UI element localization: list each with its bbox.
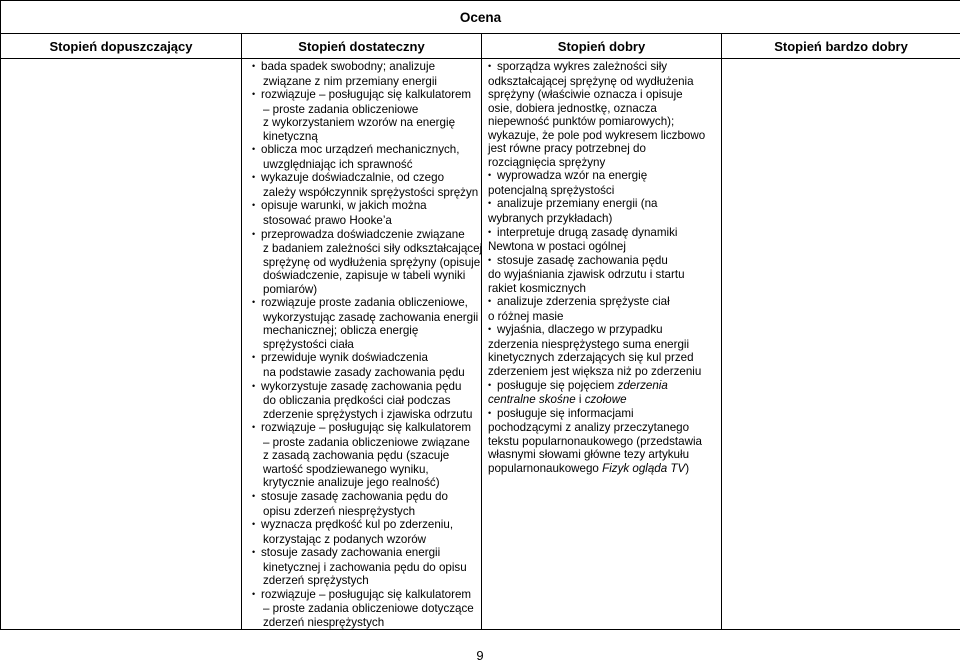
line-text: do obliczania prędkości ciał podczas — [263, 394, 451, 408]
line-text: zależy współczynnik sprężystości sprężyn — [263, 185, 479, 199]
bullet-item-line — [253, 199, 481, 214]
line-text: opisu zderzeń niesprężystych — [263, 504, 416, 518]
line-text: stosuje zasadę zachowania pędu do — [261, 489, 448, 503]
line-text: rozwiązuje proste zadania obliczeniowe, — [261, 296, 468, 310]
bullet-icon: • — [252, 61, 256, 71]
bullet-icon: • — [252, 200, 256, 211]
continuation-line — [488, 268, 721, 282]
line-text: Newtona w postaci ogólnej — [488, 240, 626, 254]
line-text: przeprowadza doświadczenie związane — [261, 227, 465, 241]
line-text: – proste zadania obliczeniowe — [263, 102, 419, 116]
bullet-icon: • — [252, 380, 256, 391]
line-text: wyprowadza wzór na energię — [497, 169, 648, 183]
bullet-icon: • — [252, 547, 256, 558]
line-text: osie, dobiera jednostkę, oznacza — [488, 101, 657, 115]
bullet-item-line — [488, 226, 721, 241]
line-text: związane z nim przemiany energii — [263, 74, 437, 88]
bullet-item-line — [488, 197, 721, 212]
bullet-icon: • — [252, 297, 256, 308]
line-text: potencjalną sprężystości — [488, 183, 615, 197]
continuation-line — [488, 393, 721, 407]
bullet-item-line — [253, 380, 481, 395]
continuation-line — [488, 88, 721, 102]
italic-text: zderzenia — [617, 378, 668, 392]
line-text: zderzenie sprężystych i zjawiska odrzutu — [263, 407, 473, 421]
continuation-line — [253, 311, 481, 325]
line-text: i — [575, 393, 585, 407]
continuation-line — [253, 476, 481, 490]
bullet-icon: • — [252, 352, 256, 363]
line-text: – proste zadania obliczeniowe dotyczące — [263, 602, 474, 616]
line-text: kinetyczną — [263, 129, 318, 143]
bullet-item-line — [488, 254, 721, 269]
continuation-line — [253, 505, 481, 519]
continuation-line — [253, 449, 481, 463]
continuation-line — [488, 212, 721, 226]
line-text: sprężyny (właściwie oznacza i opisuje — [488, 88, 683, 102]
line-text: stosuje zasady zachowania energii — [261, 546, 441, 560]
line-text: na podstawie zasady zachowania pędu — [263, 366, 465, 380]
continuation-line — [253, 103, 481, 117]
continuation-line — [488, 129, 721, 143]
line-text: tekstu popularnonaukowego (przedstawia — [488, 434, 702, 448]
continuation-line — [253, 574, 481, 588]
line-text: odkształcającej sprężynę od wydłużenia — [488, 74, 694, 88]
continuation-line — [253, 324, 481, 338]
continuation-line — [253, 561, 481, 575]
line-text: pomiarów) — [263, 282, 318, 296]
line-text: sprężystości ciała — [263, 337, 354, 351]
line-text: wybranych przykładach) — [488, 212, 613, 226]
bullet-icon: • — [252, 588, 256, 599]
continuation-line — [488, 240, 721, 254]
column-header-bardzo-dobry: Stopień bardzo dobry — [722, 34, 960, 59]
cell-dobry — [482, 59, 722, 630]
line-text: własnymi słowami główne tezy artykułu — [488, 448, 690, 462]
line-text: posługuje się informacjami — [497, 406, 634, 420]
line-text: z wykorzystaniem wzorów na energię — [263, 116, 456, 130]
bullet-item-line — [253, 351, 481, 366]
italic-text: centralne skośne — [488, 393, 576, 407]
continuation-line — [253, 408, 481, 422]
continuation-line — [488, 310, 721, 324]
line-text: sprężynę od wydłużenia sprężyny (opisuje — [263, 255, 481, 269]
table-title: Ocena — [1, 1, 960, 34]
continuation-line — [488, 365, 721, 379]
line-text: rozwiązuje – posługując się kalkulatorem — [261, 421, 472, 435]
line-text: ) — [685, 461, 690, 475]
bullet-icon: • — [488, 198, 492, 209]
cell-bardzo-dobry — [722, 59, 960, 630]
bullet-item-line — [253, 60, 481, 75]
line-text: niepewność punktów pomiarowych); — [488, 115, 675, 129]
continuation-line — [488, 435, 721, 449]
line-text: interpretuje drugą zasadę dynamiki — [497, 225, 678, 239]
continuation-line — [488, 282, 721, 296]
continuation-line — [253, 214, 481, 228]
column-header-dopuszczajacy: Stopień dopuszczający — [1, 34, 242, 59]
line-text: uwzględniając ich sprawność — [263, 157, 413, 171]
continuation-line — [253, 75, 481, 89]
italic-text: Fizyk ogląda TV — [602, 461, 686, 475]
bullet-icon: • — [488, 170, 492, 181]
line-text: bada spadek swobodny; analizuje — [261, 60, 436, 73]
line-text: z badaniem zależności siły odkształcającej — [263, 242, 483, 256]
bullet-item-line — [253, 143, 481, 158]
italic-text: czołowe — [584, 393, 627, 407]
line-text: wykazuje, że pole pod wykresem liczbowo — [488, 128, 706, 142]
bullet-item-line — [253, 171, 481, 186]
line-text: pochodzącymi z analizy przeczytanego — [488, 421, 690, 435]
bullet-icon: • — [252, 172, 256, 183]
line-text: przewiduje wynik doświadczenia — [261, 351, 428, 365]
bullet-item-line — [488, 379, 721, 394]
line-text: doświadczenie, zapisuje w tabeli wyniki — [263, 269, 466, 283]
continuation-line — [253, 130, 481, 144]
line-text: oblicza moc urządzeń mechanicznych, — [261, 143, 460, 157]
line-text: jest równe pracy potrzebnej do — [488, 142, 646, 156]
bullet-item-line — [253, 296, 481, 311]
bullet-item-line — [253, 546, 481, 561]
cell-dopuszczajacy — [1, 59, 242, 630]
continuation-line — [488, 421, 721, 435]
continuation-line — [488, 448, 721, 462]
column-header-dostateczny: Stopień dostateczny — [242, 34, 482, 59]
bullet-item-line — [253, 588, 481, 603]
line-text: opisuje warunki, w jakich można — [261, 199, 427, 213]
line-text: wykazuje doświadczalnie, od czego — [261, 171, 445, 185]
continuation-line — [253, 158, 481, 172]
continuation-line — [488, 75, 721, 89]
column-header-dobry: Stopień dobry — [482, 34, 722, 59]
bullet-item-line — [488, 60, 721, 75]
line-text: analizuje zderzenia sprężyste ciał — [497, 295, 670, 309]
continuation-line — [253, 256, 481, 270]
line-text: analizuje przemiany energii (na — [497, 197, 658, 211]
bullet-icon: • — [252, 422, 256, 433]
bullet-icon: • — [252, 490, 256, 501]
continuation-line — [253, 242, 481, 256]
bullet-item-line — [488, 407, 721, 422]
bullet-item-line — [488, 169, 721, 184]
page-number: 9 — [476, 648, 484, 663]
line-text: z zasadą zachowania pędu (szacuje — [263, 449, 450, 463]
line-text: kinetycznych zderzających się kul przed — [488, 351, 694, 365]
line-text: wyjaśnia, dlaczego w przypadku — [497, 323, 663, 337]
bullet-icon: • — [252, 89, 256, 100]
line-text: do wyjaśniania zjawisk odrzutu i startu — [488, 268, 685, 282]
bullet-icon: • — [488, 226, 492, 237]
line-text: zderzeń niesprężystych — [263, 615, 385, 629]
line-text: sporządza wykres zależności siły — [497, 60, 668, 73]
continuation-line — [488, 184, 721, 198]
line-text: wykorzystuje zasadę zachowania pędu — [261, 379, 462, 393]
bullet-icon: • — [488, 254, 492, 265]
continuation-line — [488, 115, 721, 129]
bullet-item-line — [253, 518, 481, 533]
line-text: zderzeń sprężystych — [263, 574, 369, 588]
bullet-icon: • — [488, 296, 492, 307]
continuation-line — [488, 102, 721, 116]
continuation-line — [253, 116, 481, 130]
line-text: korzystając z podanych wzorów — [263, 532, 427, 546]
continuation-line — [488, 338, 721, 352]
bullet-item-line — [253, 88, 481, 103]
bullet-icon: • — [252, 144, 256, 155]
bullet-icon: • — [488, 324, 492, 335]
requirements-list-dostateczny — [242, 59, 481, 629]
bullet-icon: • — [252, 228, 256, 239]
bullet-icon: • — [488, 407, 492, 418]
line-text: – proste zadania obliczeniowe związane — [263, 435, 470, 449]
bullet-item-line — [253, 421, 481, 436]
continuation-line — [488, 351, 721, 365]
line-text: rakiet kosmicznych — [488, 281, 586, 295]
line-text: zderzenia niesprężystego suma energii — [488, 337, 690, 351]
line-text: stosować prawo Hooke’a — [263, 214, 392, 228]
line-text: rozwiązuje – posługując się kalkulatorem — [261, 587, 472, 601]
continuation-line — [488, 156, 721, 170]
line-text: mechanicznej; oblicza energię — [263, 324, 419, 338]
continuation-line — [253, 186, 481, 200]
continuation-line — [253, 436, 481, 450]
line-text: wartość spodziewanego wyniku, — [263, 462, 429, 476]
bullet-icon: • — [252, 519, 256, 530]
continuation-line — [253, 394, 481, 408]
bullet-item-line — [253, 490, 481, 505]
cell-dostateczny — [242, 59, 482, 630]
bullet-icon: • — [488, 61, 492, 71]
line-text: o różnej masie — [488, 309, 564, 323]
requirements-list-dobry — [482, 59, 721, 475]
continuation-line — [253, 269, 481, 283]
line-text: zderzeniem jest większa niż po zderzeniu — [488, 365, 702, 379]
line-text: wyznacza prędkość kul po zderzeniu, — [261, 518, 454, 532]
line-text: wykorzystując zasadę zachowania energii — [263, 310, 479, 324]
continuation-line — [253, 338, 481, 352]
continuation-line — [488, 142, 721, 156]
bullet-item-line — [253, 228, 481, 243]
continuation-line — [488, 462, 721, 476]
line-text: popularnonaukowego — [488, 461, 603, 475]
continuation-line — [253, 366, 481, 380]
line-text: rozciągnięcia sprężyny — [488, 155, 606, 169]
line-text: kinetycznej i zachowania pędu do opisu — [263, 560, 467, 574]
continuation-line — [253, 463, 481, 477]
continuation-line — [253, 533, 481, 547]
line-text: rozwiązuje – posługując się kalkulatorem — [261, 88, 472, 102]
line-text: posługuje się pojęciem — [497, 378, 618, 392]
bullet-item-line — [488, 295, 721, 310]
continuation-line — [253, 283, 481, 297]
line-text: stosuje zasadę zachowania pędu — [497, 253, 668, 267]
bullet-icon: • — [488, 379, 492, 390]
continuation-line — [253, 616, 481, 630]
bullet-item-line — [488, 323, 721, 338]
line-text: krytycznie analizuje jego realność) — [263, 476, 440, 490]
continuation-line — [253, 602, 481, 616]
